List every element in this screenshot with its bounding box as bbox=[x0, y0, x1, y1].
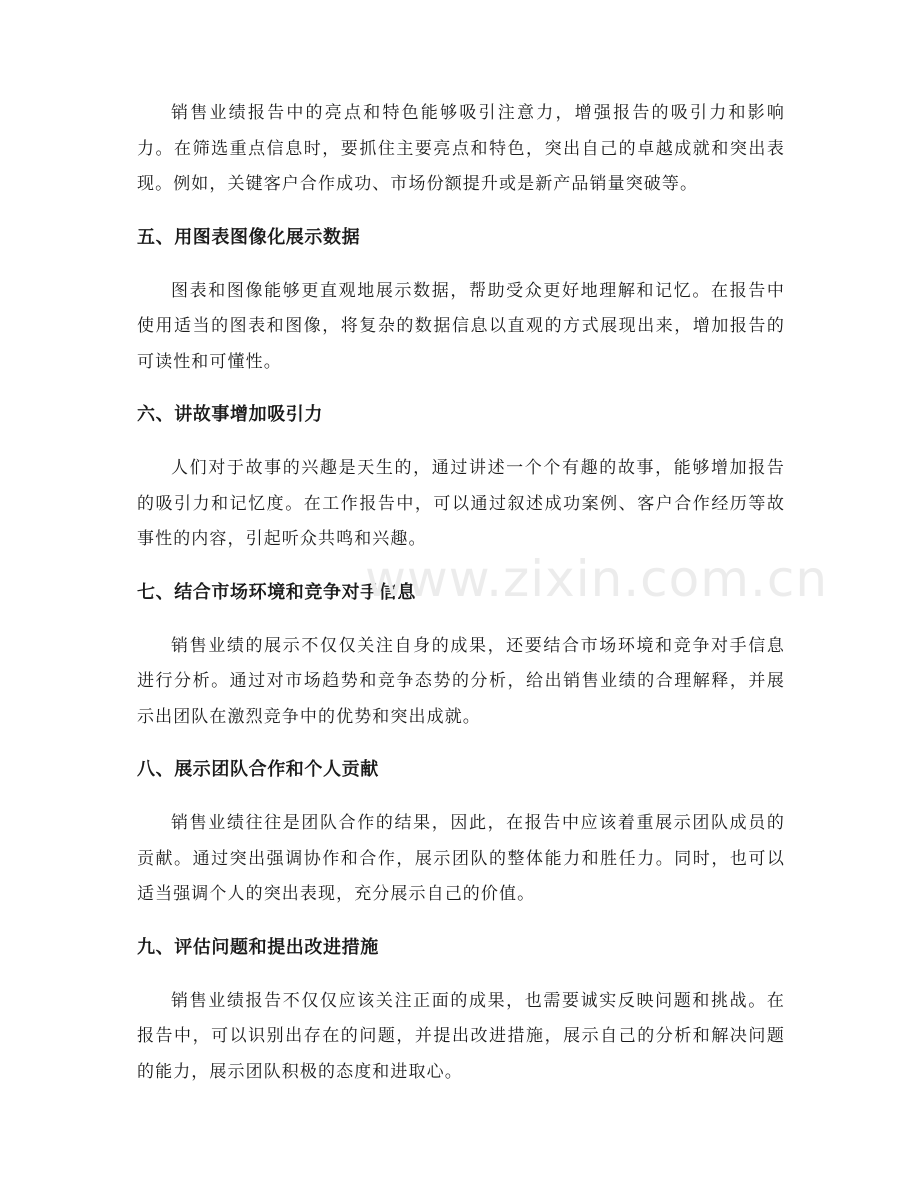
document-body bbox=[137, 96, 785, 1090]
section-heading: 五、用图表图像化展示数据 bbox=[137, 226, 361, 248]
section-paragraph: 销售业绩的展示不仅仅关注自身的成果，还要结合市场环境和竞争对手信息进行分析。通过对市场趋势和竞争态势的分析，给出销售业绩的合理解释，并展示出团队在激烈竞争中的优势和突出成就。 bbox=[137, 635, 785, 727]
section-heading: 八、展示团队合作和个人贡献 bbox=[137, 759, 379, 780]
section-paragraph: 人们对于故事的兴趣是天生的，通过讲述一个个有趣的故事，能够增加报告的吸引力和记忆度。在工作报告中，可以通过叙述成功案例、客户合作经历等故事性的内容，引起听众共鸣和兴趣。 bbox=[137, 458, 785, 549]
section-6 bbox=[137, 401, 785, 579]
section-heading: 七、结合市场环境和竞争对手信息 bbox=[137, 581, 416, 603]
section-paragraph: 图表和图像能够更直观地展示数据，帮助受众更好地理解和记忆。在报告中使用适当的图表和图像，将复杂的数据信息以直观的方式展现出来，增加报告的可读性和可懂性。 bbox=[137, 280, 785, 372]
section-9 bbox=[137, 934, 785, 1091]
section-7 bbox=[137, 579, 785, 757]
section-heading: 九、评估问题和提出改进措施 bbox=[137, 936, 379, 958]
section-heading: 六、讲故事增加吸引力 bbox=[137, 404, 323, 425]
section-5 bbox=[137, 224, 785, 402]
section-paragraph: 销售业绩报告不仅仅应该关注正面的成果，也需要诚实反映问题和挑战。在报告中，可以识别出存在的问题，并提出改进措施，展示自己的分析和解决问题的能力，展示团队积极的态度和进取心。 bbox=[137, 990, 785, 1082]
watermark: www.zixin.com.cn bbox=[365, 550, 829, 608]
intro-paragraph: 销售业绩报告中的亮点和特色能够吸引注意力，增强报告的吸引力和影响力。在筛选重点信息时，要抓住主要亮点和特色，突出自己的卓越成就和突出表现。例如，关键客户合作成功、市场份额提升或是新产品销量突破等。 bbox=[137, 103, 785, 194]
section-paragraph: 销售业绩往往是团队合作的结果，因此，在报告中应该着重展示团队成员的贡献。通过突出强调协作和合作，展示团队的整体能力和胜任力。同时，也可以适当强调个人的突出表现，充分展示自己的价值。 bbox=[137, 813, 785, 904]
section-8 bbox=[137, 756, 785, 934]
